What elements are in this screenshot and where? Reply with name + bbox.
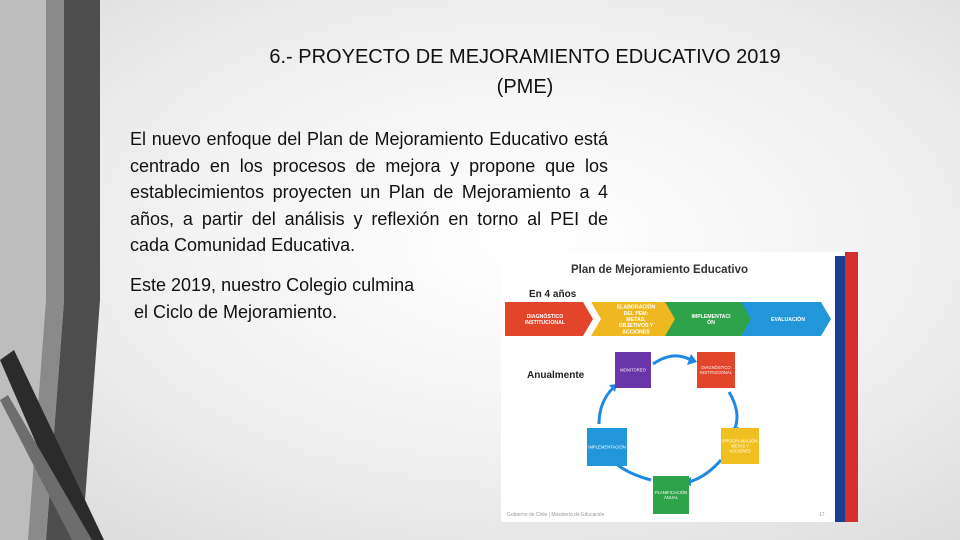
arrow-text-elaboracion-pem: OBJETIVOS Y xyxy=(618,323,654,330)
cycle-text-monitoreo: MONITOREO xyxy=(620,367,646,373)
cycle-arrow-3 xyxy=(689,460,721,482)
closing-paragraph xyxy=(130,272,490,325)
cycle-arrow-1 xyxy=(653,356,691,364)
cycle-text-planificacion: ANUAL xyxy=(664,495,678,501)
label-annual: Anualmente xyxy=(527,370,585,381)
arrow-text-evaluacion: EVALUACIÓN xyxy=(771,317,805,323)
page-title xyxy=(180,42,870,102)
arrow-text-elaboracion-pem: DEL PEM: xyxy=(623,310,649,317)
intro-paragraph: El nuevo enfoque del Plan de Mejoramiento Educativo está centrado en los procesos de mejora y propone que los establecimientos proyecten un Plan de Mejoramiento a 4 años, a partir del análisis y reflexión en torno al PEI de cada Comunidad Educativa. xyxy=(130,129,608,255)
figure-page-number: 17 xyxy=(819,512,825,518)
annual-cycle-boxes xyxy=(587,352,759,514)
figure-title: Plan de Mejoramiento Educativo xyxy=(571,264,749,276)
cycle-text-diagnostico: DIAGNÓSTICO xyxy=(701,364,731,370)
title-line-2: (PME) xyxy=(496,76,554,98)
cycle-text-planificacion: PLANIFICACIÓN xyxy=(654,489,688,495)
cycle-text-implementacion: IMPLEMENTACIÓN xyxy=(588,444,626,450)
arrow-text-implementacion: ÓN xyxy=(707,320,715,327)
cycle-text-programacion: ACCIONES xyxy=(729,448,751,454)
cycle-text-programacion: METAS Y xyxy=(731,443,749,449)
arrow-text-elaboracion-pem: METAS, xyxy=(626,317,646,323)
cycle-text-programacion: PROGRAMACIÓN xyxy=(722,438,758,444)
arrow-text-implementacion: IMPLEMENTACI xyxy=(691,313,731,320)
pme-diagram-figure xyxy=(501,252,858,522)
label-4-years: En 4 años xyxy=(529,289,577,300)
cycle-arrow-5 xyxy=(599,388,613,424)
four-year-arrows xyxy=(505,302,831,336)
arrow-text-diagnostico-institucional: DIAGNÓSTICO xyxy=(526,313,564,320)
arrow-text-elaboracion-pem: ACCIONES xyxy=(622,329,650,336)
cycle-text-diagnostico: INSTITUCIONAL xyxy=(700,370,732,376)
title-line-1: 6.- PROYECTO DE MEJORAMIENTO EDUCATIVO 2019 xyxy=(269,46,781,68)
flag-red-bar xyxy=(845,252,858,522)
arrow-text-elaboracion-pem: ELABORACIÓN xyxy=(616,304,656,311)
arrow-text-diagnostico-institucional: INSTITUCIONAL xyxy=(524,320,566,327)
cycle-arrow-2 xyxy=(729,392,737,428)
flag-blue-bar xyxy=(835,252,845,522)
figure-footer: Gobierno de Chile | Ministerio de Educación xyxy=(507,512,605,518)
pme-diagram xyxy=(501,252,858,522)
closing-line-2: el Ciclo de Mejoramiento. xyxy=(134,301,338,322)
closing-line-1: Este 2019, nuestro Colegio culmina xyxy=(130,275,415,295)
flag-white-cap xyxy=(835,252,845,256)
